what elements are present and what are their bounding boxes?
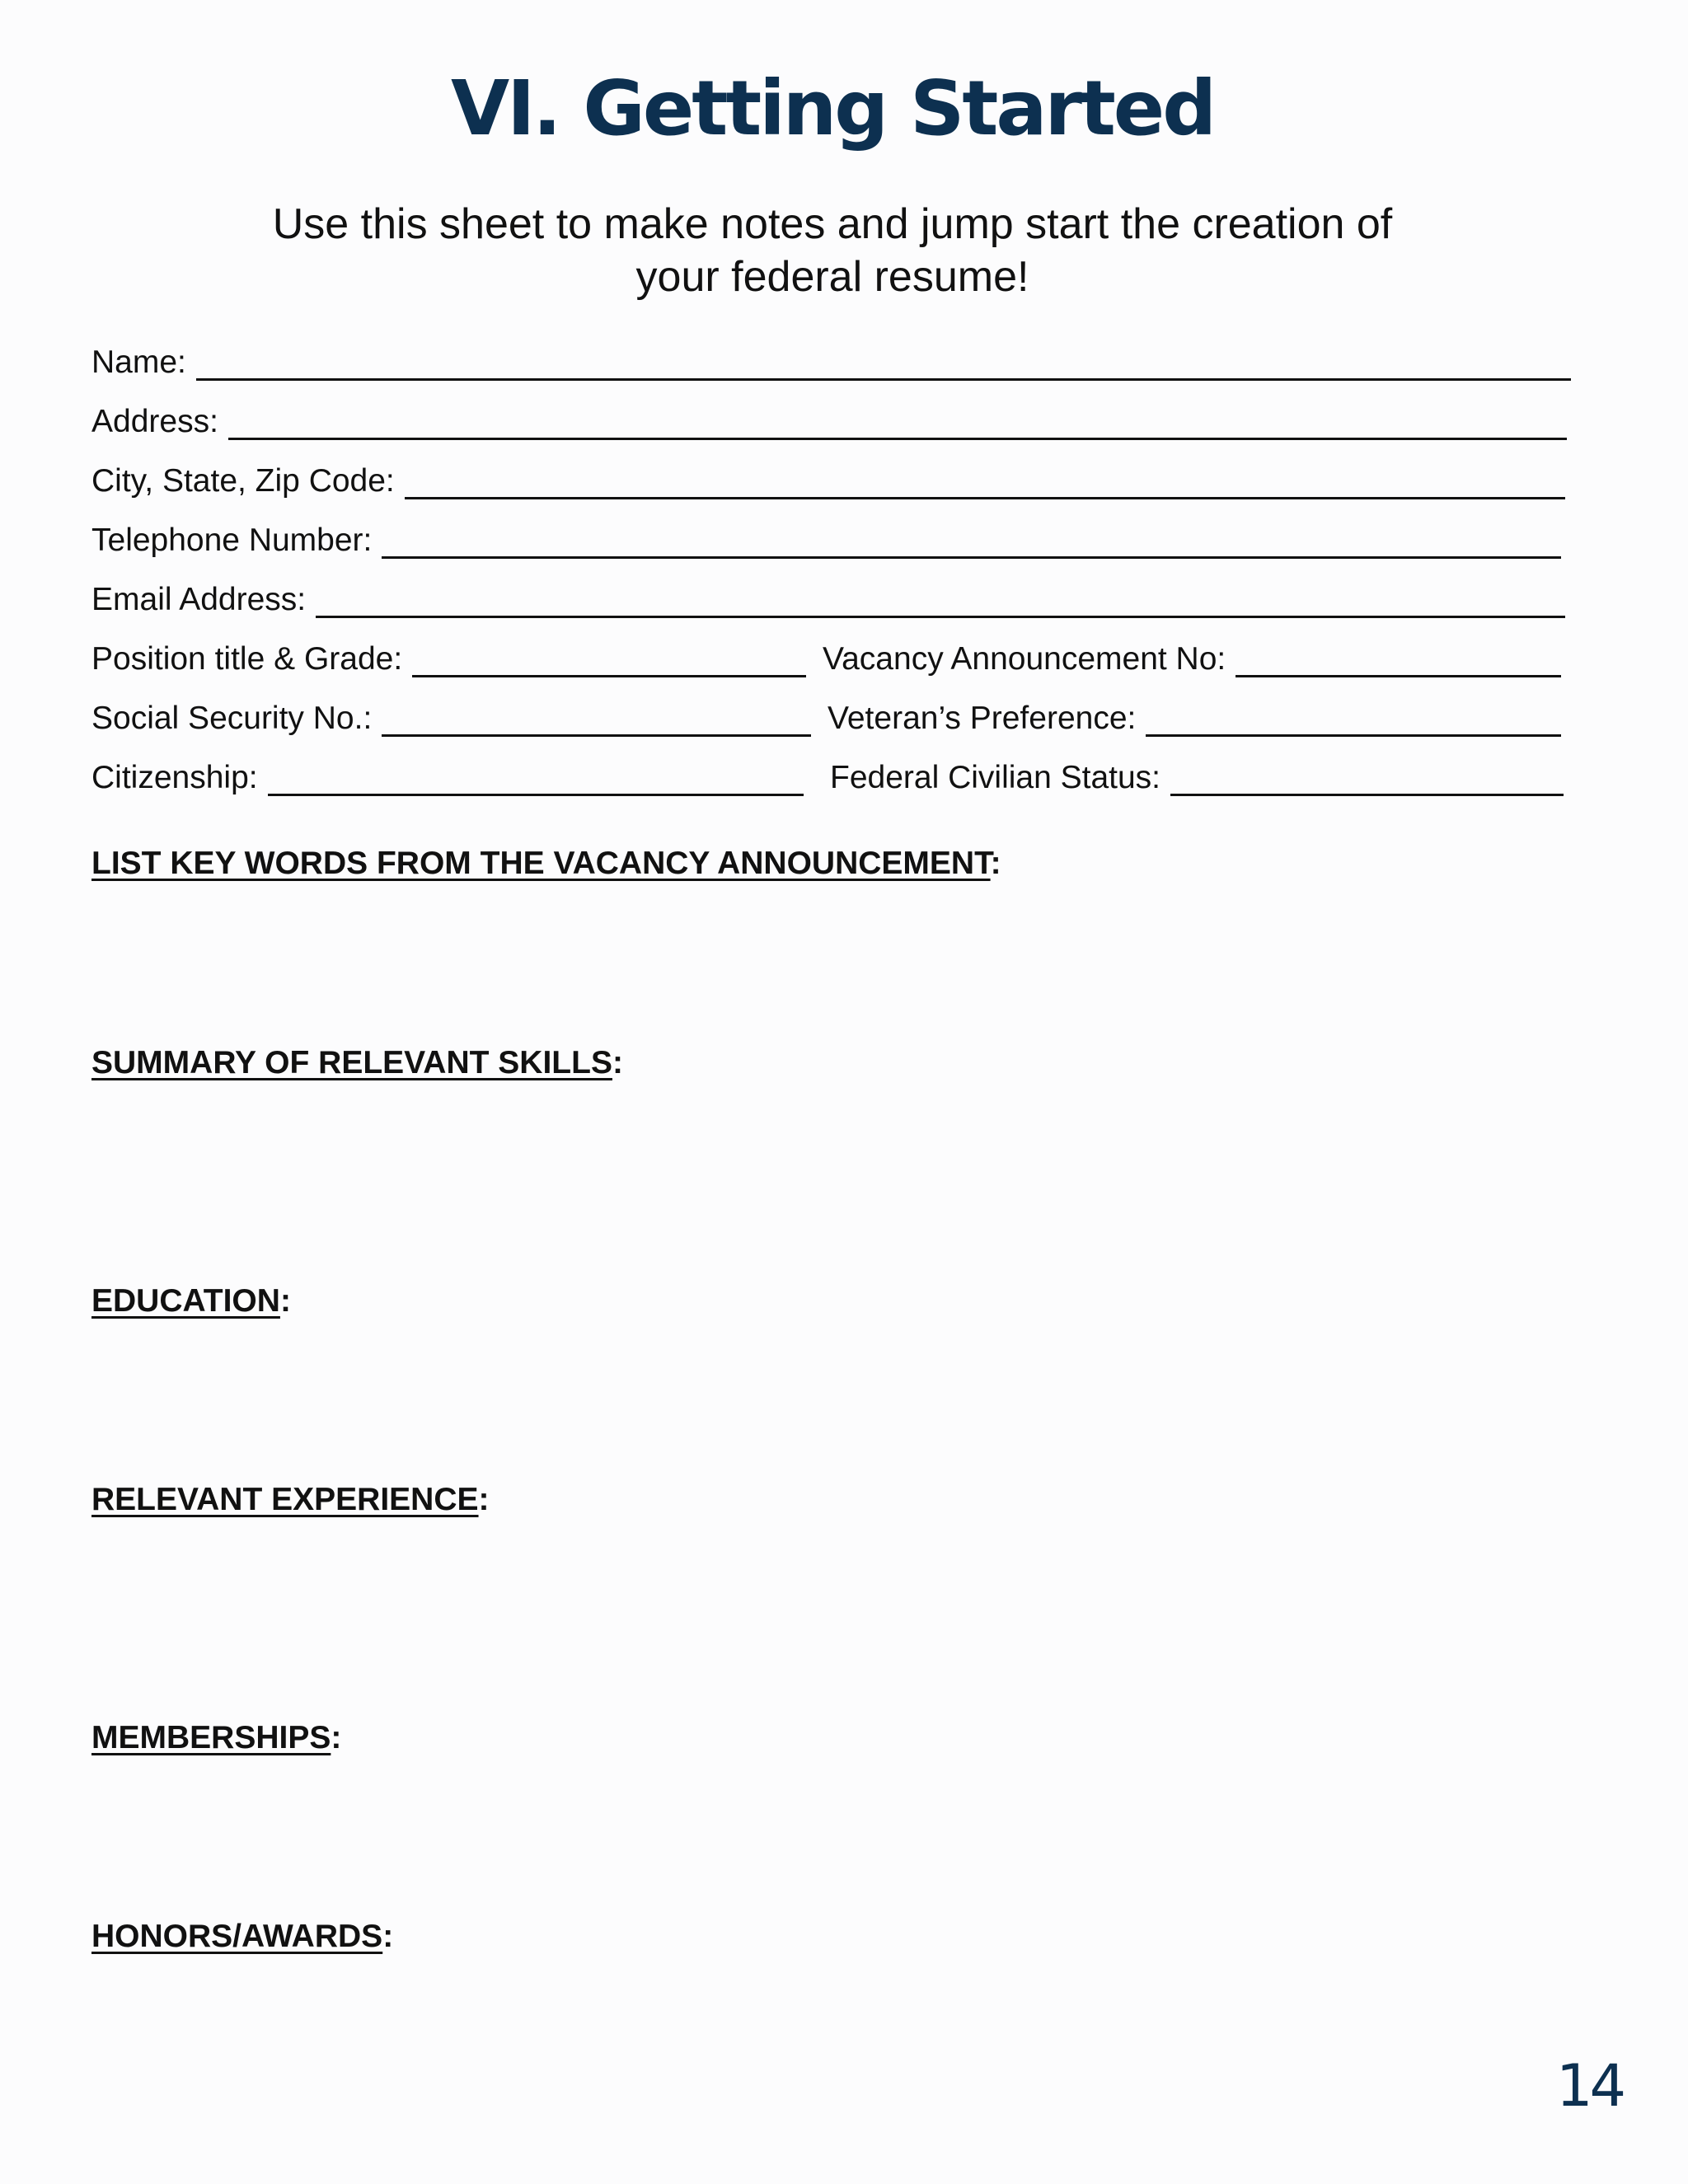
honors-heading-colon: :	[382, 1919, 394, 1954]
page-number: 14	[1556, 2052, 1624, 2120]
email-label: Email Address:	[91, 582, 307, 617]
address-field[interactable]	[91, 399, 1567, 440]
position-vacancy-row	[91, 636, 1561, 677]
page-subtitle	[214, 198, 1451, 303]
honors-heading	[91, 1919, 393, 1955]
subtitle-line-1: Use this sheet to make notes and jump start the creation of	[272, 200, 1393, 248]
skills-heading-text: SUMMARY OF RELEVANT SKILLS	[91, 1045, 612, 1080]
veteran-pref-label: Veteran’s Preference:	[828, 701, 1137, 736]
education-heading-colon: :	[279, 1283, 291, 1319]
memberships-heading	[91, 1720, 341, 1756]
ssn-label: Social Security No.:	[91, 701, 373, 736]
city-state-zip-field[interactable]	[91, 458, 1565, 499]
name-label: Name:	[91, 344, 186, 380]
page-title: VI. Getting Started	[450, 64, 1215, 152]
education-heading	[91, 1283, 291, 1319]
keywords-heading	[91, 846, 1001, 882]
ssn-field[interactable]	[91, 701, 811, 737]
city-state-zip-line[interactable]	[405, 469, 1565, 499]
skills-heading	[91, 1045, 623, 1081]
veteran-pref-field[interactable]	[811, 701, 1561, 737]
email-line[interactable]	[316, 588, 1565, 618]
citizenship-label: Citizenship:	[91, 760, 258, 795]
telephone-line[interactable]	[382, 528, 1561, 559]
skills-heading-colon: :	[612, 1045, 623, 1080]
vacancy-no-field[interactable]	[806, 641, 1561, 677]
email-field[interactable]	[91, 577, 1565, 618]
telephone-field[interactable]	[91, 518, 1561, 559]
position-title-label: Position title & Grade:	[91, 641, 403, 677]
memberships-heading-text: MEMBERSHIPS	[91, 1720, 331, 1755]
telephone-label: Telephone Number:	[91, 523, 373, 558]
ssn-line[interactable]	[382, 706, 811, 737]
address-line[interactable]	[228, 410, 1567, 440]
keywords-heading-colon: :	[990, 846, 1001, 881]
ssn-veteran-row	[91, 696, 1561, 737]
memberships-heading-colon: :	[331, 1720, 342, 1755]
name-field[interactable]	[91, 340, 1571, 381]
federal-status-line[interactable]	[1170, 766, 1564, 796]
federal-status-field[interactable]	[804, 760, 1564, 796]
federal-status-label: Federal Civilian Status:	[830, 760, 1161, 795]
vacancy-no-label: Vacancy Announcement No:	[823, 641, 1226, 677]
experience-heading-colon: :	[478, 1482, 490, 1517]
citizenship-status-row	[91, 755, 1564, 796]
position-title-field[interactable]	[91, 641, 806, 677]
citizenship-field[interactable]	[91, 760, 804, 796]
citizenship-line[interactable]	[268, 766, 804, 796]
vacancy-no-line[interactable]	[1236, 647, 1561, 677]
address-label: Address:	[91, 404, 218, 439]
name-line[interactable]	[196, 350, 1571, 381]
subtitle-line-2: your federal resume!	[635, 253, 1029, 301]
experience-heading-text: RELEVANT EXPERIENCE	[91, 1482, 479, 1517]
honors-heading-text: HONORS/AWARDS	[91, 1919, 383, 1954]
experience-heading	[91, 1482, 490, 1518]
veteran-pref-line[interactable]	[1146, 706, 1561, 737]
keywords-heading-text: LIST KEY WORDS FROM THE VACANCY ANNOUNCEMENT	[91, 846, 991, 881]
position-title-line[interactable]	[412, 647, 806, 677]
city-state-zip-label: City, State, Zip Code:	[91, 463, 395, 499]
education-heading-text: EDUCATION	[91, 1283, 280, 1319]
